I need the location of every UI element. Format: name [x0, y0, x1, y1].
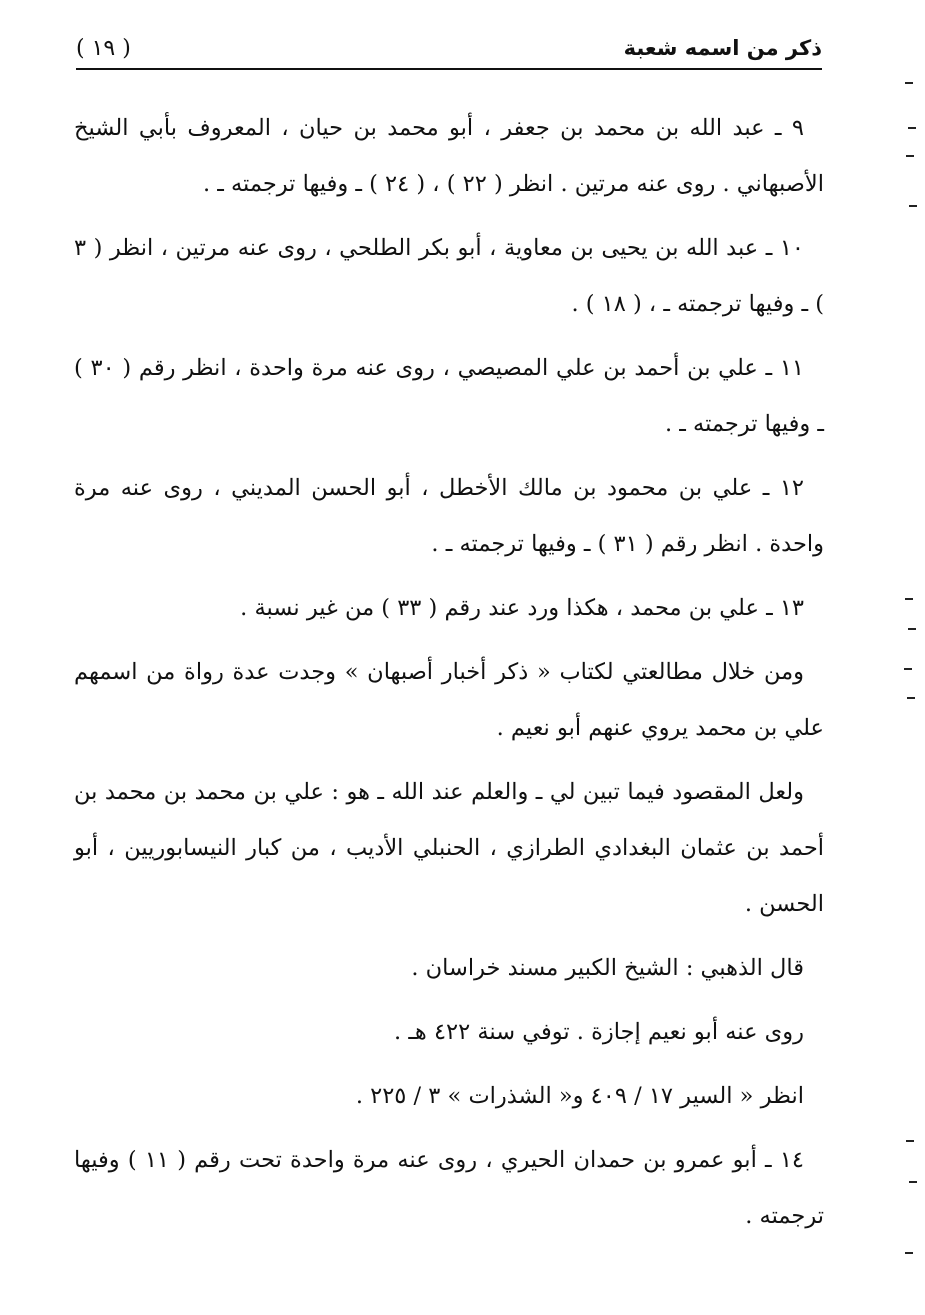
note-paragraph-2: ولعل المقصود فيما تبين لي ـ والعلم عند الله ـ هو : علي بن محمد بن محمد بن أحمد بن عثمان البغدادي الطرازي ، الحنبلي الأديب ، من كبار النيسابوريين ، أبو الحسن . [74, 779, 824, 917]
entry-11: ١١ ـ علي بن أحمد بن علي المصيصي ، روى عنه مرة واحدة ، انظر رقم ( ٣٠ ) ـ وفيها ترجمته ـ . [74, 355, 824, 437]
reference-note: انظر « السير ١٧ / ٤٠٩ و« الشذرات » ٣ / ٢٢٥ . [355, 1083, 804, 1109]
main-text [74, 100, 824, 1252]
margin-mark [905, 1252, 913, 1254]
margin-mark [905, 598, 913, 600]
margin-mark [904, 668, 912, 670]
entry-14: ١٤ ـ أبو عمرو بن حمدان الحيري ، روى عنه مرة واحدة تحت رقم ( ١١ ) وفيها ترجمته . [74, 1147, 824, 1229]
margin-mark [906, 1140, 914, 1142]
chapter-title: ذكر من اسمه شعبة [623, 36, 822, 60]
entry-9: ٩ ـ عبد الله بن محمد بن جعفر ، أبو محمد بن حيان ، المعروف بأبي الشيخ الأصبهاني . روى عنه مرتين . انظر ( ٢٢ ) ، ( ٢٤ ) ـ وفيها ترجمته ـ . [74, 115, 824, 197]
entry-10: ١٠ ـ عبد الله بن يحيى بن معاوية ، أبو بكر الطلحي ، روى عنه مرتين ، انظر ( ٣ ) ـ وفيها ترجمته ـ ، ( ١٨ ) . [74, 235, 824, 317]
header-divider [76, 68, 822, 70]
death-note: روى عنه أبو نعيم إجازة . توفي سنة ٤٢٢ هـ . [394, 1019, 804, 1045]
note-paragraph-1: ومن خلال مطالعتي لكتاب « ذكر أخبار أصبهان » وجدت عدة رواة من اسمهم علي بن محمد يروي عنهم أبو نعيم . [74, 659, 824, 741]
margin-mark [908, 127, 916, 129]
page-number: ( ١٩ ) [76, 36, 131, 61]
margin-mark [909, 1181, 917, 1183]
margin-mark [909, 205, 917, 207]
margin-mark [907, 697, 915, 699]
margin-mark [906, 155, 914, 157]
entry-12: ١٢ ـ علي بن محمود بن مالك الأخطل ، أبو الحسن المديني ، روى عنه مرة واحدة . انظر رقم ( ٣١ ) ـ وفيها ترجمته ـ . [74, 475, 824, 557]
margin-mark [908, 628, 916, 630]
dhahabi-quote: قال الذهبي : الشيخ الكبير مسند خراسان . [411, 955, 804, 981]
entry-13: ١٣ ـ علي بن محمد ، هكذا ورد عند رقم ( ٣٣ ) من غير نسبة . [240, 595, 804, 621]
page-header [76, 30, 822, 70]
margin-mark [905, 82, 913, 84]
